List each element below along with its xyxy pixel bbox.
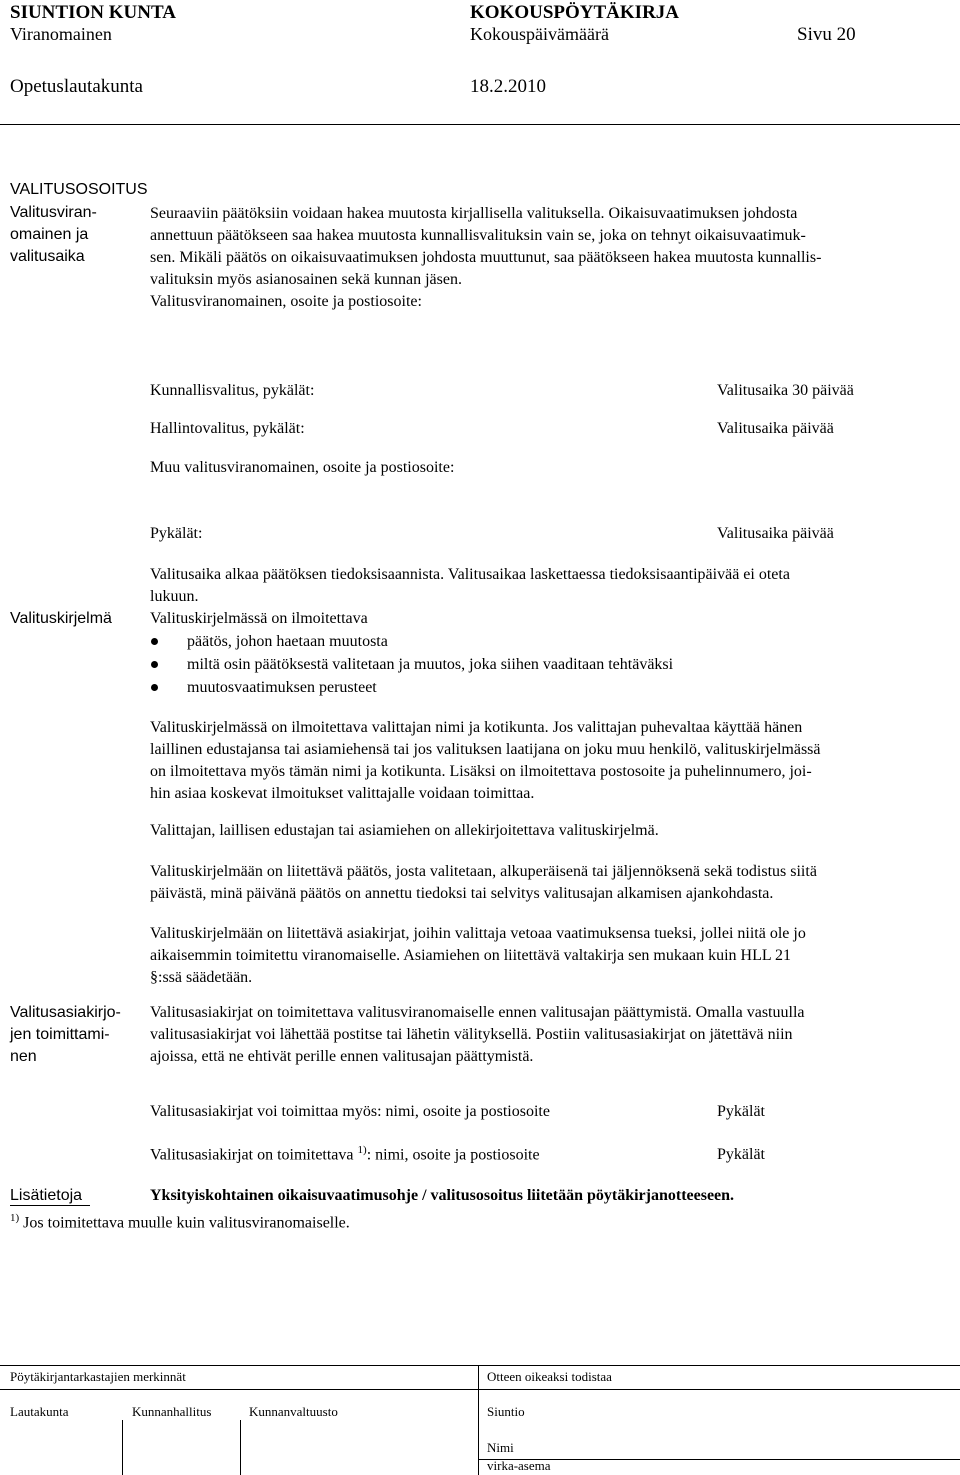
- footnote-text: Jos toimitettava muulle kuin valitusviranomaiselle.: [19, 1214, 350, 1232]
- footer-place: Siuntio: [487, 1404, 525, 1419]
- footer-col-divider-2: [240, 1420, 241, 1475]
- letter-p4-line-2: aikaisemmin toimitettu viranomaiselle. Asiamiehen on liitettävä valtakirja sen mukaan kuin HLL 21: [150, 947, 792, 964]
- letter-bullet-1: päätös, johon haetaan muutosta: [187, 633, 388, 650]
- bullet-icon: [151, 638, 158, 645]
- label-additional-info: Lisätietoja: [10, 1187, 83, 1204]
- letter-intro: Valituskirjelmässä on ilmoitettava: [150, 610, 368, 627]
- delivery-also: Valitusasiakirjat voi toimittaa myös: nimi, osoite ja postiosoite: [150, 1103, 550, 1120]
- sections-time: Valitusaika päivää: [717, 525, 834, 542]
- footnote: [10, 1208, 350, 1233]
- meeting-date: 18.2.2010: [470, 76, 546, 97]
- label-appeal-authority-3: valitusaika: [10, 248, 85, 265]
- delivery-line-2: valitusasiakirjat voi lähettää postitse tai lähetin välityksellä. Postiin valitusasiakirjat on jätettävä niin: [150, 1026, 793, 1043]
- letter-p1-line-1: Valituskirjelmässä on ilmoitettava valittajan nimi ja kotikunta. Jos valittajan puhevaltaa käyttää hänen: [150, 719, 803, 736]
- label-delivery-3: nen: [10, 1048, 37, 1065]
- appeal-period-line-1: Valitusaika alkaa päätöksen tiedoksisaannista. Valitusaikaa laskettaessa tiedoksisaantipäivää ei oteta: [150, 566, 790, 583]
- letter-p3-line-2: päivästä, minä päivänä päätös on annettu tiedoksi tai selvitys valitusajan alkamisen ajankohdasta.: [150, 885, 774, 902]
- municipal-appeal-label: Kunnallisvalitus, pykälät:: [150, 382, 315, 399]
- letter-p4-line-1: Valituskirjelmään on liitettävä asiakirjat, joihin valittaja vetoaa vaatimuksensa tueksi, jollei niitä ole jo: [150, 925, 806, 942]
- section-title: VALITUSOSOITUS: [10, 181, 148, 198]
- bullet-icon: [151, 684, 158, 691]
- footer-certified: Otteen oikeaksi todistaa: [487, 1369, 612, 1384]
- footnote-mark: 1): [10, 1212, 20, 1224]
- intro-line-2: annettuun päätökseen saa hakea muutosta kunnallisvalituksin vain se, joka on tehnyt oikaisuvaatimuk-: [150, 227, 806, 244]
- footer-name: Nimi: [487, 1440, 514, 1455]
- intro-line-1: Seuraaviin päätöksiin voidaan hakea muutosta kirjallisella valituksella. Oikaisuvaatimuksen johdosta: [150, 205, 798, 222]
- footer-rule-top: [0, 1365, 960, 1366]
- date-label: Kokouspäivämäärä: [470, 24, 609, 44]
- doc-type: KOKOUSPÖYTÄKIRJA: [470, 2, 680, 23]
- delivery-must-sections: Pykälät: [717, 1146, 765, 1163]
- org-name: SIUNTION KUNTA: [10, 2, 176, 23]
- letter-bullet-2: miltä osin päätöksestä valitetaan ja muutos, joka siihen vaaditaan tehtäväksi: [187, 656, 674, 673]
- footer-col-divider-1: [122, 1420, 123, 1475]
- page-number: Sivu 20: [797, 24, 856, 45]
- sections-label: Pykälät:: [150, 525, 203, 542]
- footnote-ref: 1): [357, 1144, 367, 1156]
- authority-label: Viranomainen: [10, 24, 112, 44]
- intro-line-3: sen. Mikäli päätös on oikaisuvaatimuksen johdosta muuttunut, saa päätökseen hakea muutosta kunnallis-: [150, 249, 822, 266]
- letter-p3-line-1: Valituskirjelmään on liitettävä päätös, josta valitetaan, alkuperäisenä tai jäljennöksenä sekä todistus siitä: [150, 863, 817, 880]
- letter-p1-line-3: on ilmoitettava myös tämän nimi ja kotikunta. Lisäksi on ilmoitettava postosoite ja puhelinnumero, joi-: [150, 763, 812, 780]
- letter-p4-line-3: §:ssä säädetään.: [150, 969, 253, 986]
- header-rule: [0, 124, 960, 125]
- delivery-line-1: Valitusasiakirjat on toimitettava valitusviranomaiselle ennen valitusajan päättymistä. Omalla vastuulla: [150, 1004, 805, 1021]
- letter-p1-line-4: hin asiaa koskevat ilmoitukset valittajalle voidaan toimittaa.: [150, 785, 535, 802]
- letter-p1-line-2: laillinen edustajansa tai asiamiehensä tai jos valituksen laatijana on joku muu henkilö, valituskirjelmässä: [150, 741, 821, 758]
- additional-info-underline: [10, 1205, 90, 1206]
- footer-council: Kunnanvaltuusto: [249, 1404, 338, 1419]
- label-delivery-1: Valitusasiakirjo-: [10, 1004, 121, 1021]
- delivery-must: [150, 1140, 540, 1165]
- board-name: Opetuslautakunta: [10, 76, 143, 97]
- delivery-line-3: ajoissa, että ne ehtivät perille ennen valitusajan päättymistä.: [150, 1048, 534, 1065]
- footer-title: virka-asema: [487, 1458, 551, 1473]
- footer-board: Lautakunta: [10, 1404, 69, 1419]
- letter-p2: Valittajan, laillisen edustajan tai asiamiehen on allekirjoitettava valituskirjelmä.: [150, 822, 659, 839]
- delivery-must-pre: Valitusasiakirjat on toimitettava: [150, 1146, 358, 1164]
- footer-inspectors: Pöytäkirjantarkastajien merkinnät: [10, 1369, 186, 1384]
- additional-info-text: Yksityiskohtainen oikaisuvaatimusohje / valitusosoitus liitetään pöytäkirjanotteeseen.: [150, 1187, 735, 1204]
- label-appeal-authority-2: omainen ja: [10, 226, 89, 243]
- footer-rule-mid: [0, 1389, 960, 1390]
- authority-address-label: Valitusviranomainen, osoite ja postiosoite:: [150, 293, 422, 310]
- administrative-appeal-label: Hallintovalitus, pykälät:: [150, 420, 305, 437]
- footer-gov: Kunnanhallitus: [132, 1404, 212, 1419]
- label-appeal-letter: Valituskirjelmä: [10, 610, 112, 627]
- intro-line-4: valituksin myös asianosainen sekä kunnan jäsen.: [150, 271, 462, 288]
- delivery-must-post: : nimi, osoite ja postiosoite: [366, 1146, 540, 1164]
- bullet-icon: [151, 661, 158, 668]
- appeal-period-line-2: lukuun.: [150, 588, 199, 605]
- delivery-also-sections: Pykälät: [717, 1103, 765, 1120]
- label-appeal-authority-1: Valitusviran-: [10, 204, 97, 221]
- administrative-appeal-time: Valitusaika päivää: [717, 420, 834, 437]
- municipal-appeal-time: Valitusaika 30 päivää: [717, 382, 854, 399]
- label-delivery-2: jen toimittami-: [10, 1026, 110, 1043]
- letter-bullet-3: muutosvaatimuksen perusteet: [187, 679, 377, 696]
- other-authority-label: Muu valitusviranomainen, osoite ja postiosoite:: [150, 459, 455, 476]
